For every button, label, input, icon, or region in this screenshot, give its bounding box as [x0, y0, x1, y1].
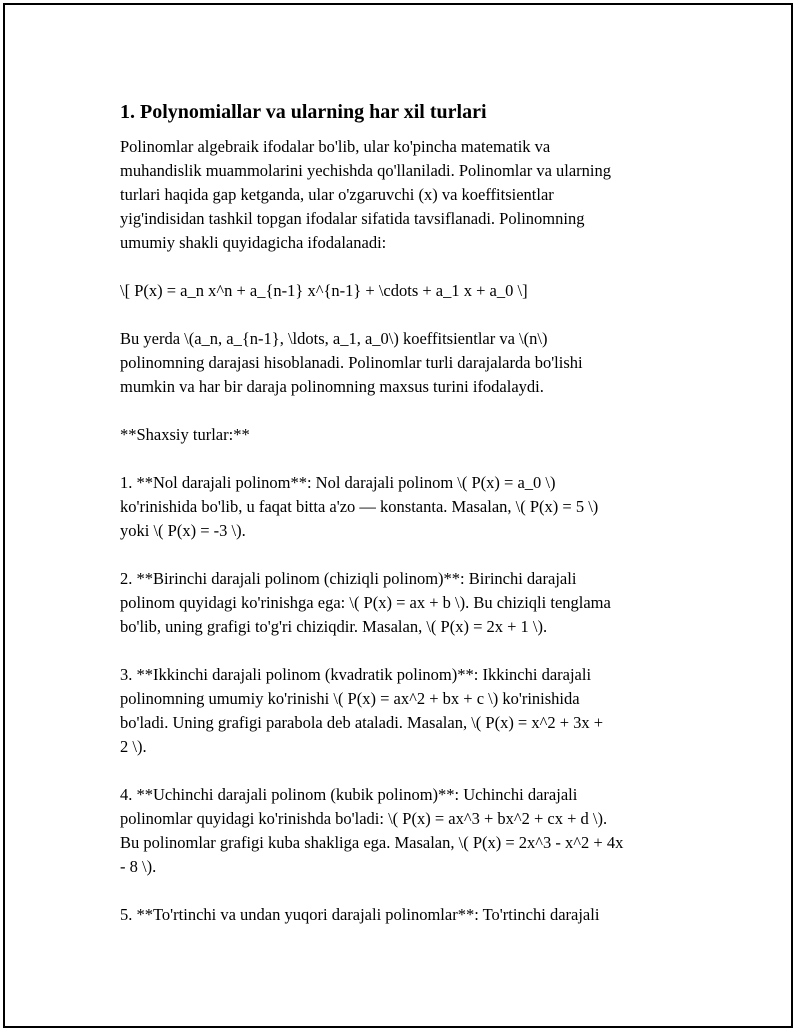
intro-paragraph: Polinomlar algebraik ifodalar bo'lib, ular ko'pincha matematik va muhandislik muammolarini yechishda qo'llaniladi. Polinomlar va ularning turlari haqida gap ketganda, ular o'zgaruvchi (x) va koeffitsientlar yig'indisidan tashkil topgan ifodalar sifatida tavsiflanadi. Polinomning umumiy shakli quyidagicha ifodalanadi: — [120, 137, 612, 252]
coefficients-paragraph: Bu yerda \(a_n, a_{n-1}, \ldots, a_1, a_0\) koeffitsientlar va \(n\) polinomning darajasi hisoblanadi. Polinomlar turli darajalarda bo'lishi mumkin va har bir daraja polinomning maxsus turini ifodalaydi. — [120, 329, 583, 396]
document-body — [120, 99, 680, 951]
document-title: 1. Polynomiallar va ularning har xil turlari — [120, 101, 487, 123]
list-item-cubic: 4. **Uchinchi darajali polinom (kubik polinom)**: Uchinchi darajali polinomlar quyidagi ko'rinishda bo'ladi: \( P(x) = ax^3 + bx^2 + cx + d \). Bu polinomlar grafigi kuba shakliga ega. Masalan, \( P(x) = 2x^3 - x^2 + 4x - 8 \). — [120, 785, 624, 876]
list-item-linear: 2. **Birinchi darajali polinom (chiziqli polinom)**: Birinchi darajali polinom quyidagi ko'rinishga ega: \( P(x) = ax + b \). Bu chiziqli tenglama bo'lib, uning grafigi to'g'ri chiziqdir. Masalan, \( P(x) = 2x + 1 \). — [120, 569, 611, 636]
types-heading: **Shaxsiy turlar:** — [120, 425, 250, 444]
page-frame — [3, 3, 793, 1028]
general-formula: \[ P(x) = a_n x^n + a_{n-1} x^{n-1} + \cdots + a_1 x + a_0 \] — [120, 281, 528, 300]
list-item-zero-degree: 1. **Nol darajali polinom**: Nol darajali polinom \( P(x) = a_0 \) ko'rinishida bo'lib, u faqat bitta a'zo — konstanta. Masalan, \( P(x) = 5 \) yoki \( P(x) = -3 \). — [120, 473, 599, 540]
list-item-higher-degree: 5. **To'rtinchi va undan yuqori darajali polinomlar**: To'rtinchi darajali — [120, 905, 600, 924]
list-item-quadratic: 3. **Ikkinchi darajali polinom (kvadratik polinom)**: Ikkinchi darajali polinomning umumiy ko'rinishi \( P(x) = ax^2 + bx + c \) ko'rinishida bo'ladi. Uning grafigi parabola deb ataladi. Masalan, \( P(x) = x^2 + 3x + 2 \). — [120, 665, 604, 756]
